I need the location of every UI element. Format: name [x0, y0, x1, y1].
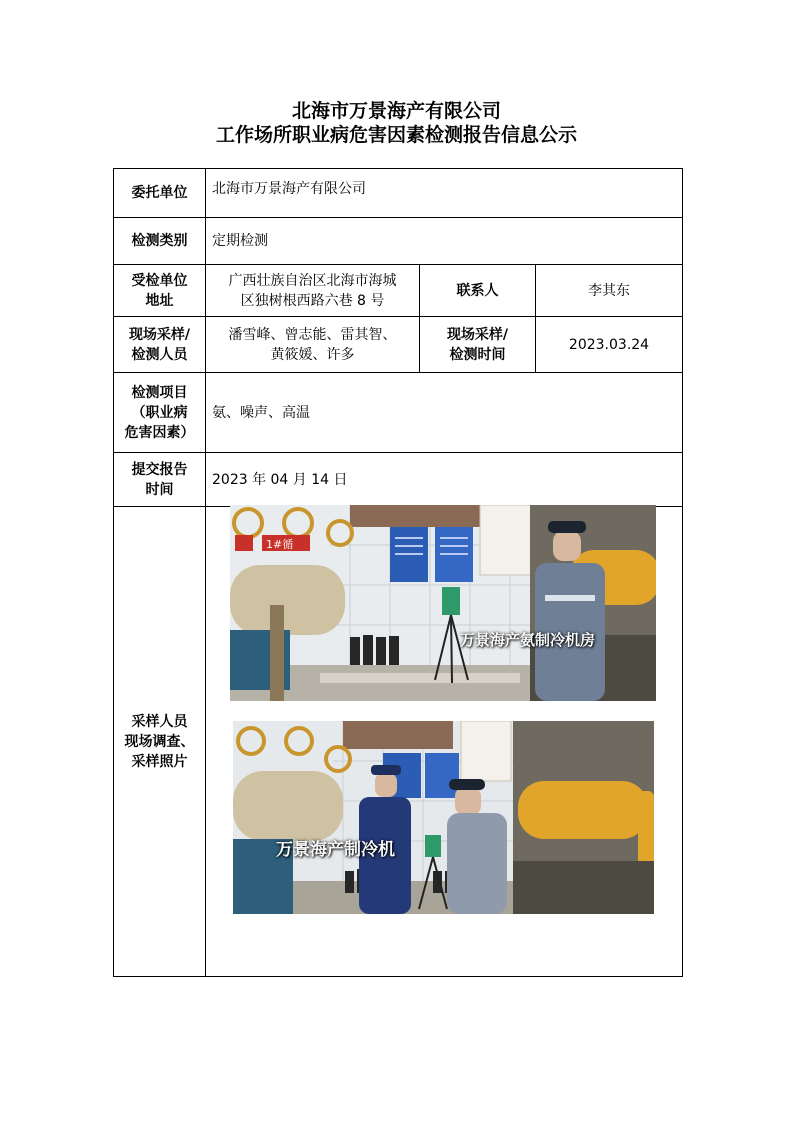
items-label-line1: 检测项目	[131, 384, 188, 401]
sampling-time-label	[420, 317, 536, 373]
category-label: 检测类别	[114, 218, 206, 265]
photo2-caption: 万景海产制冷机	[276, 840, 395, 860]
row-address	[114, 265, 683, 317]
photo-ammonia-room	[230, 505, 656, 701]
sampling-staff-value-line2: 黄筱媛、许多	[270, 346, 355, 363]
row-client	[114, 169, 683, 218]
photo-ammonia-room-image	[230, 505, 656, 701]
items-label-line2: （职业病	[131, 404, 188, 421]
sampling-time-label-line2: 检测时间	[449, 346, 506, 363]
sampling-time-label-line1: 现场采样/	[446, 326, 509, 343]
photo-refrigeration-unit-image	[233, 721, 654, 914]
sampling-time-value: 2023.03.24	[536, 317, 683, 373]
sampling-staff-value-line1: 潘雪峰、曾志能、雷其智、	[228, 326, 397, 343]
contact-label: 联系人	[420, 265, 536, 317]
items-value: 氨、噪声、高温	[206, 373, 683, 453]
sampling-staff-label-line2: 检测人员	[131, 346, 188, 363]
sampling-staff-label	[114, 317, 206, 373]
submit-label	[114, 453, 206, 507]
submit-value: 2023 年 04 月 14 日	[206, 453, 683, 507]
items-label	[114, 373, 206, 453]
address-value	[206, 265, 420, 317]
address-label	[114, 265, 206, 317]
sampling-staff-label-line1: 现场采样/	[128, 326, 191, 343]
row-items	[114, 373, 683, 453]
address-label-line2: 地址	[145, 292, 174, 309]
photo1-sign-text: 1#循	[266, 538, 294, 551]
row-submit	[114, 453, 683, 507]
photos-label-line1: 采样人员	[131, 713, 188, 730]
submit-label-line2: 时间	[145, 481, 174, 498]
report-title: 工作场所职业病危害因素检测报告信息公示	[215, 124, 577, 146]
client-value: 北海市万景海产有限公司	[206, 169, 683, 218]
photos-label-line2: 现场调查、	[124, 733, 195, 750]
submit-label-line1: 提交报告	[131, 461, 188, 478]
photos-label	[114, 507, 206, 977]
address-label-line1: 受检单位	[131, 272, 188, 289]
row-sampling	[114, 317, 683, 373]
company-title: 北海市万景海产有限公司	[291, 100, 501, 122]
items-label-line3: 危害因素）	[124, 424, 195, 441]
category-value: 定期检测	[206, 218, 683, 265]
row-category	[114, 218, 683, 265]
photo-refrigeration-unit	[233, 721, 654, 914]
photos-label-line3: 采样照片	[131, 753, 188, 770]
contact-value: 李其东	[536, 265, 683, 317]
sampling-staff-value	[206, 317, 420, 373]
address-value-line1: 广西壮族自治区北海市海城	[228, 272, 397, 289]
client-label: 委托单位	[114, 169, 206, 218]
address-value-line2: 区独树根西路六巷 8 号	[240, 292, 385, 309]
photo1-caption: 万景海产氨制冷机房	[460, 631, 596, 649]
